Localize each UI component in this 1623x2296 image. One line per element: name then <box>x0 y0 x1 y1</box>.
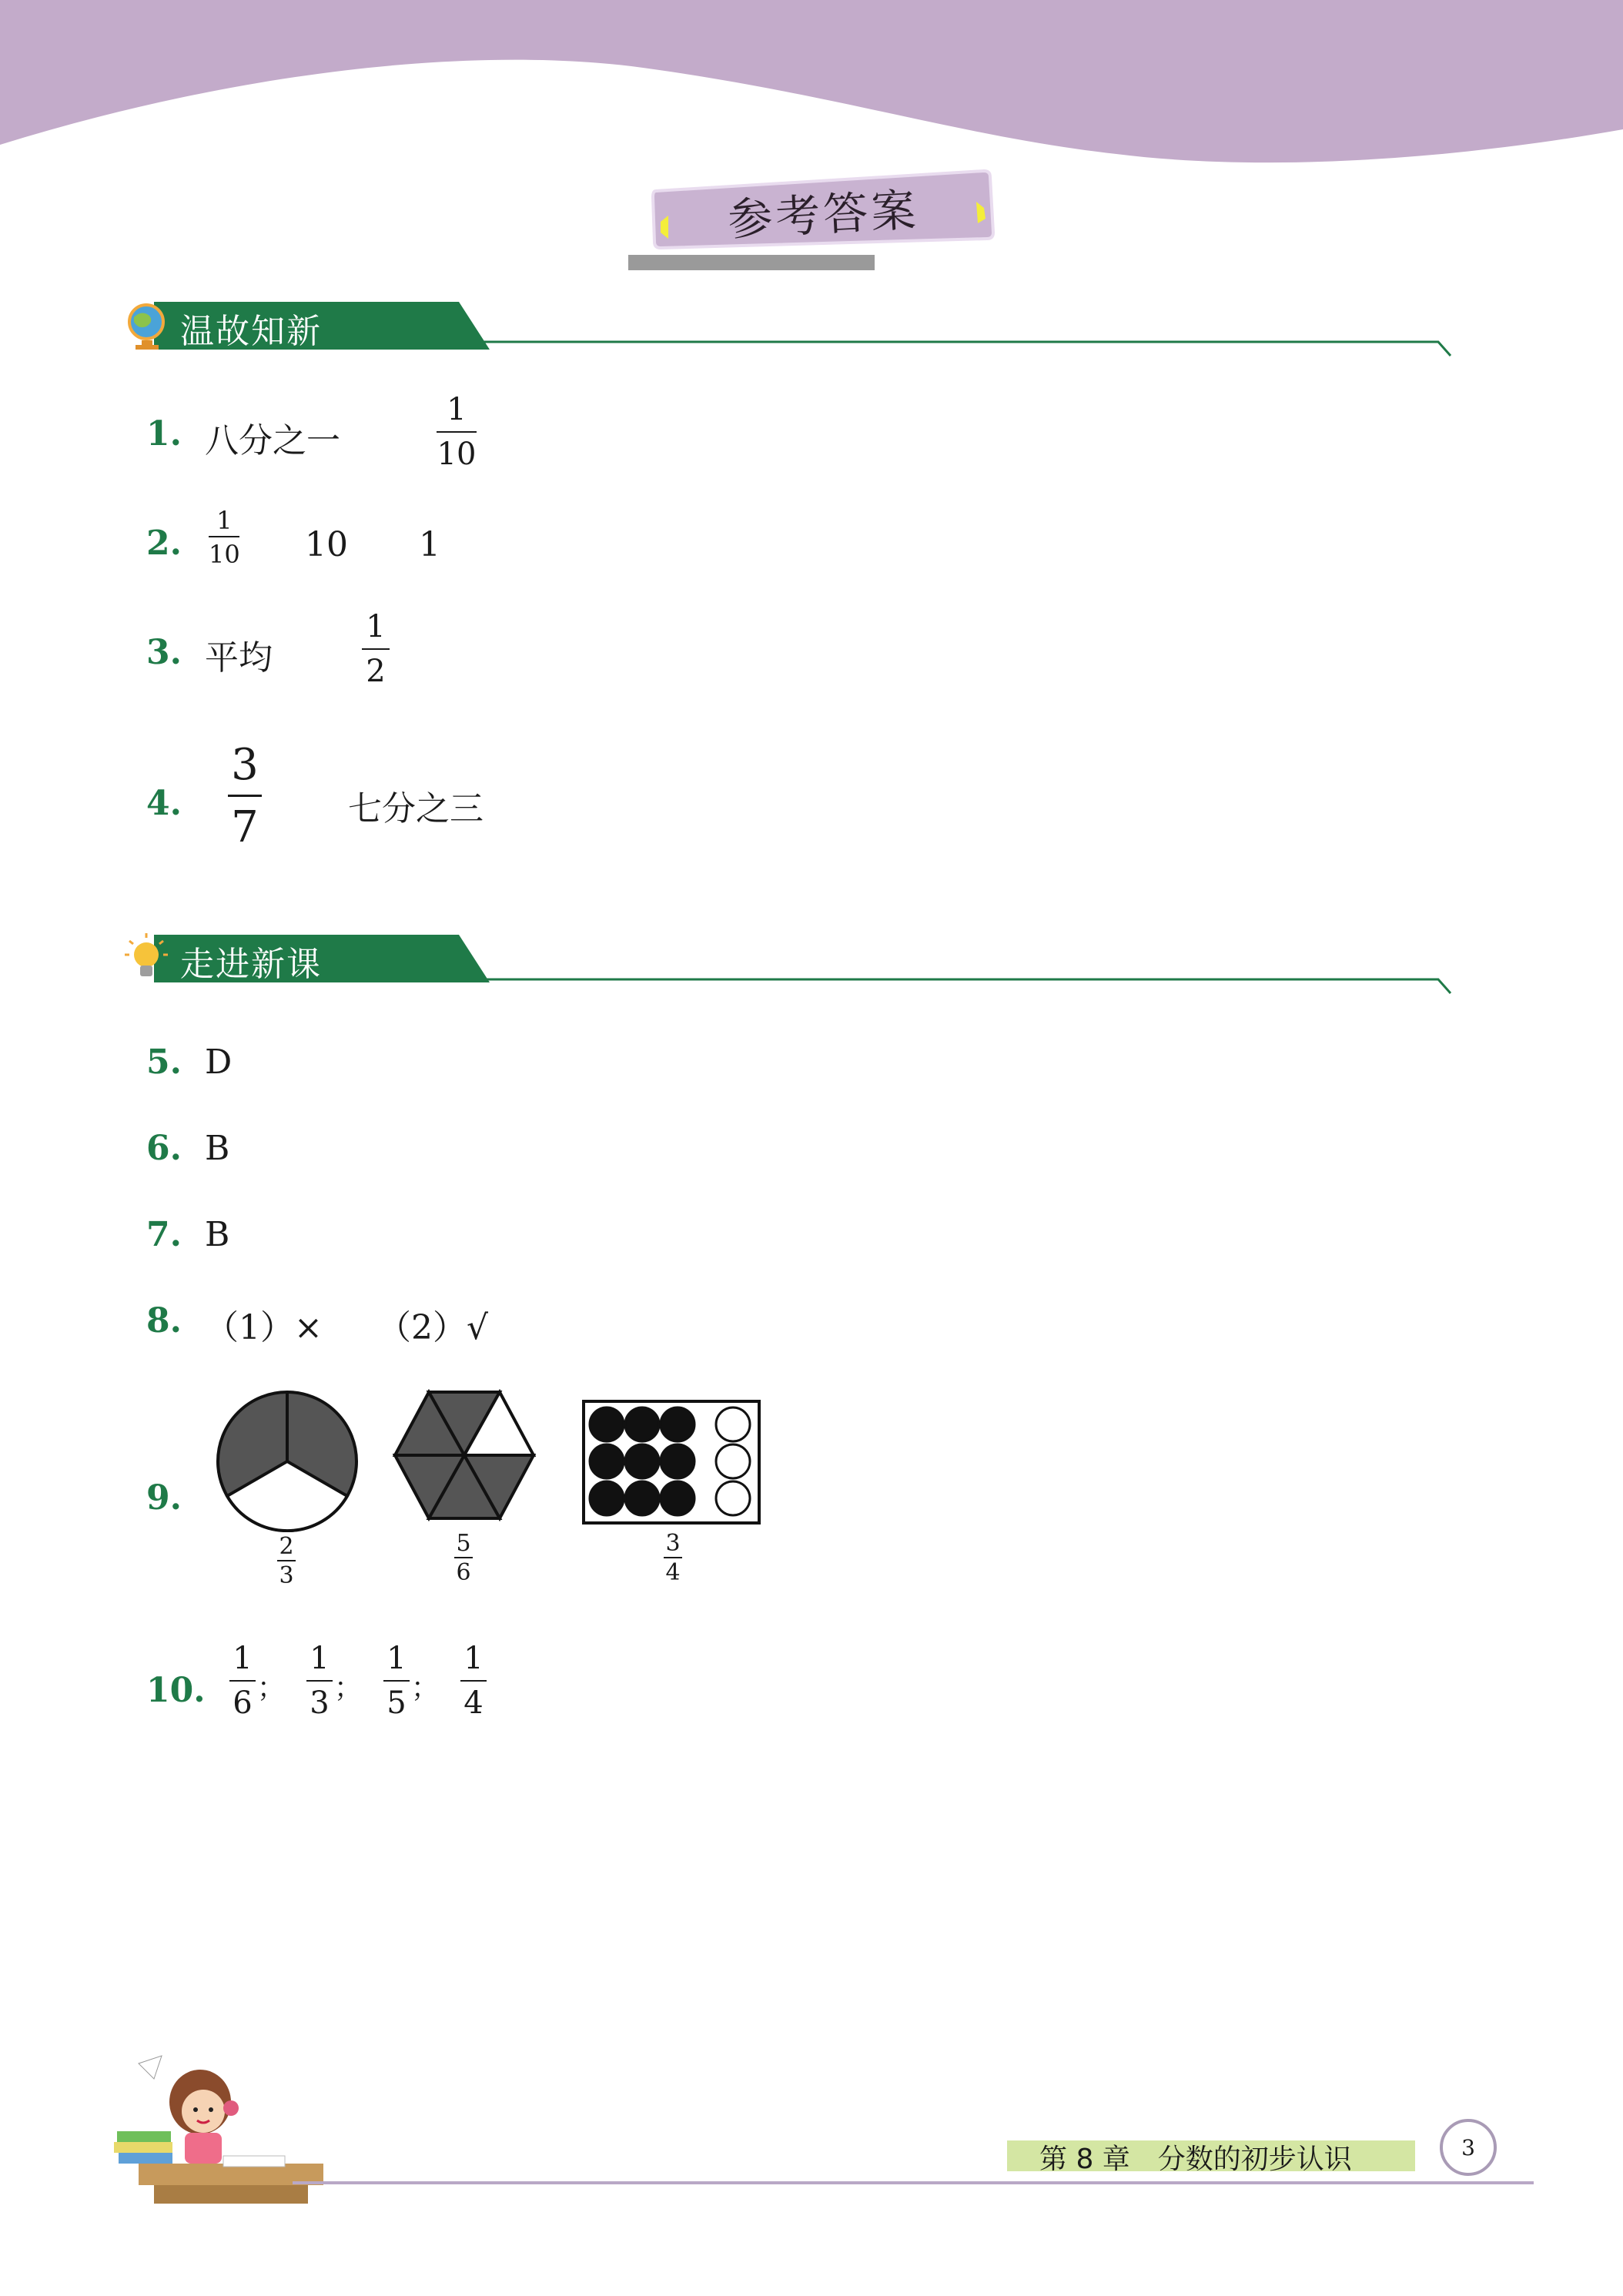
separator: ； <box>257 1672 286 1704</box>
fraction-denominator: 6 <box>233 1685 253 1721</box>
item-number: 9. <box>146 1478 182 1518</box>
answer-fraction <box>437 394 477 470</box>
answer-text: 八分之一 <box>205 421 340 460</box>
answer-fraction <box>209 508 240 567</box>
item-number: 2. <box>146 524 182 563</box>
title-underline-bar <box>628 255 875 270</box>
separator: ； <box>411 1672 440 1704</box>
answer-fraction <box>229 1643 256 1719</box>
item-number: 5. <box>146 1043 182 1082</box>
header-wave-banner <box>0 0 1623 177</box>
page-number: 3 <box>1440 2119 1497 2176</box>
fraction-denominator: 6 <box>456 1559 471 1586</box>
figure-fraction <box>664 1532 682 1585</box>
fraction-denominator: 3 <box>310 1685 330 1721</box>
fraction-denominator: 5 <box>387 1685 407 1721</box>
lightbulb-icon <box>123 932 180 986</box>
figure-fraction <box>277 1535 296 1588</box>
fraction-numerator: 5 <box>456 1530 471 1557</box>
fraction-denominator: 4 <box>665 1559 681 1586</box>
hexagon-fraction-figure <box>393 1389 536 1521</box>
fraction-numerator: 3 <box>231 740 259 790</box>
fraction-numerator: 1 <box>310 1641 330 1676</box>
fraction-denominator: 10 <box>209 540 240 569</box>
answer-part: （2）√ <box>377 1308 489 1347</box>
girl-reading-illustration <box>108 2048 323 2217</box>
section-divider-line <box>410 975 1455 998</box>
fraction-denominator: 3 <box>279 1562 294 1589</box>
footer-rule <box>293 2181 1534 2184</box>
item-number: 6. <box>146 1129 182 1168</box>
item-number: 1. <box>146 414 182 454</box>
item-number: 4. <box>146 784 182 823</box>
fraction-numerator: 3 <box>665 1530 681 1557</box>
answer-choice: B <box>205 1215 230 1254</box>
fraction-numerator: 1 <box>233 1641 253 1676</box>
figure-fraction <box>454 1532 473 1585</box>
fraction-numerator: 1 <box>387 1641 407 1676</box>
globe-icon <box>123 299 180 353</box>
answer-fraction <box>460 1643 487 1719</box>
answer-choice: B <box>205 1129 230 1168</box>
answer-text: 七分之三 <box>348 789 484 828</box>
footer-chapter-label: 第 8 章 分数的初步认识 <box>1039 2144 1352 2175</box>
page-title: 参考答案 <box>726 183 920 246</box>
section-divider-line <box>407 337 1455 360</box>
section-label-review: 温故知新 <box>180 312 322 351</box>
answer-text: 平均 <box>205 638 273 678</box>
answer-choice: D <box>205 1043 233 1082</box>
answer-fraction <box>383 1643 410 1719</box>
answer-value: 1 <box>419 525 440 564</box>
fraction-numerator: 1 <box>366 609 386 644</box>
answer-value: 10 <box>305 525 348 564</box>
answer-fraction <box>306 1643 333 1719</box>
answer-fraction <box>362 611 390 687</box>
circle-fraction-figure <box>212 1391 362 1532</box>
answer-fraction <box>228 740 262 852</box>
dot-grid-fraction-figure <box>582 1400 761 1525</box>
section-header-new-lesson <box>123 932 1455 986</box>
fraction-numerator: 2 <box>279 1533 294 1560</box>
fraction-numerator: 1 <box>447 392 467 427</box>
answer-key-title-plaque <box>651 168 995 251</box>
section-label-new-lesson: 走进新课 <box>180 945 322 984</box>
item-number: 8. <box>146 1301 182 1340</box>
item-number: 7. <box>146 1215 182 1254</box>
item-number: 3. <box>146 633 182 672</box>
item-number: 10. <box>146 1671 206 1710</box>
section-header-review <box>123 299 1455 353</box>
answer-part: （1）× <box>205 1308 323 1347</box>
fraction-denominator: 2 <box>366 654 386 689</box>
fraction-denominator: 7 <box>231 802 259 852</box>
separator: ； <box>334 1672 363 1704</box>
fraction-denominator: 10 <box>437 437 477 472</box>
fraction-denominator: 4 <box>463 1685 484 1721</box>
fraction-numerator: 1 <box>216 506 233 535</box>
fraction-numerator: 1 <box>463 1641 484 1676</box>
